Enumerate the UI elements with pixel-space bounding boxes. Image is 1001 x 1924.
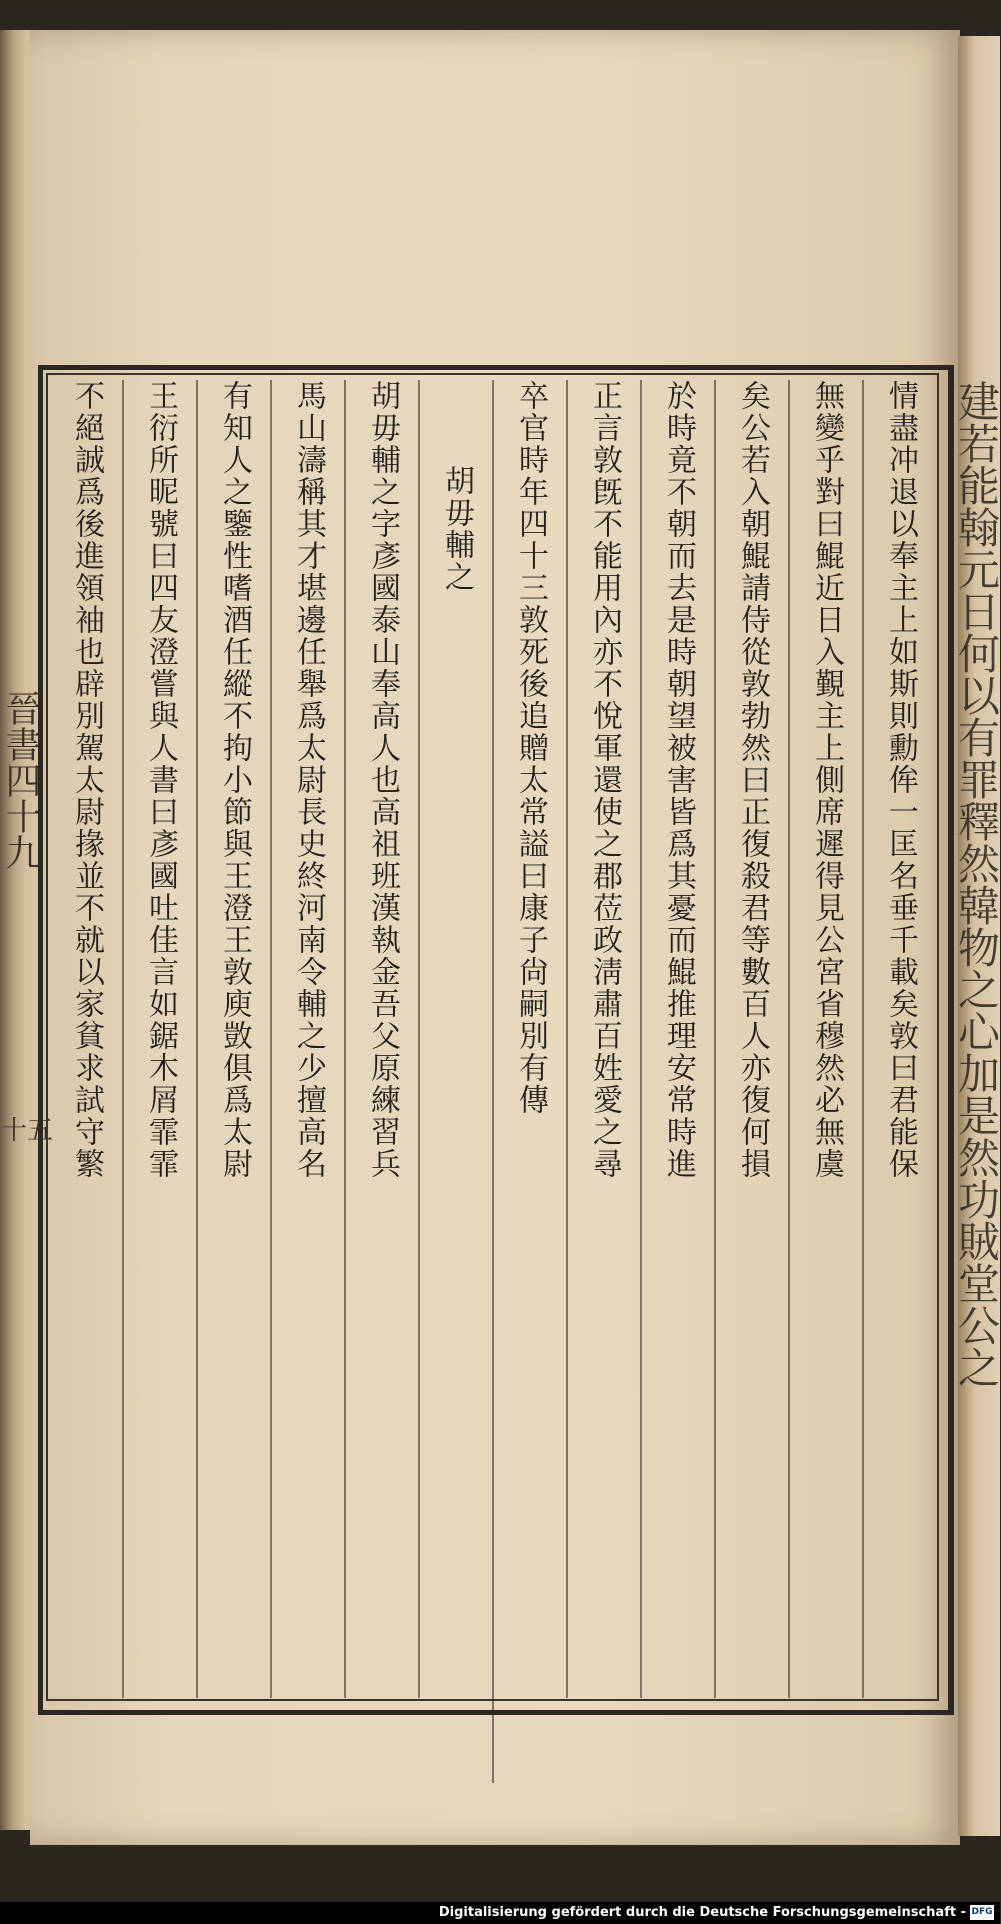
page-number: 十五 (1, 1116, 54, 1146)
text-column-4: 於時竟不朝而去是時朝望被害皆爲其憂而鯤推理安常時進 (642, 380, 716, 1698)
text-column-10: 有知人之鑒性嗜酒任縱不拘小節與王澄王敦庾敳俱爲太尉 (198, 380, 272, 1698)
text-column-8: 胡毋輔之字彥國泰山奉高人也高祖班漢執金吾父原練習兵 (346, 380, 420, 1698)
text-column-6: 卒官時年四十三敦死後追贈太常謚曰康子尙嗣別有傳 (494, 380, 568, 1698)
text-column-9: 馬山濤稱其才堪邊任舉爲太尉長史終河南令輔之少擅高名 (272, 380, 346, 1698)
digitization-credit: Digitalisierung gefördert durch die Deutsche Forschungsgemeinschaft - (438, 1905, 966, 1920)
text-column-3: 矣公若入朝鯤請侍從敦勃然曰正復殺君等數百人亦復何損 (716, 380, 790, 1698)
text-column-2: 無變乎對曰鯤近日入覲主上側席遲得見公宮省穆然必無虞 (790, 380, 864, 1698)
text-column-5: 正言敦旣不能用內亦不悅軍還使之郡莅政淸肅百姓愛之尋 (568, 380, 642, 1698)
text-column-12: 不絕誠爲後進領袖也辟別駕太尉掾並不就以家貧求試守繁 (50, 380, 124, 1698)
text-column-1: 情盡冲退以奉主上如斯則勳侔一匡名垂千載矣敦曰君能保 (883, 380, 918, 1180)
text-column-11: 王衍所昵號曰四友澄嘗與人書曰彥國吐佳言如鋸木屑霏霏 (124, 380, 198, 1698)
section-heading: 胡毋輔之 (420, 380, 494, 1783)
facing-page-text: 建若能翰元日何以有罪釋然韓物之心加是然功賊堂公之 (952, 380, 1001, 1388)
main-text (52, 380, 936, 1698)
margin-title: 晉書四十九 (0, 690, 41, 870)
dfg-logo: DFG (970, 1905, 994, 1920)
